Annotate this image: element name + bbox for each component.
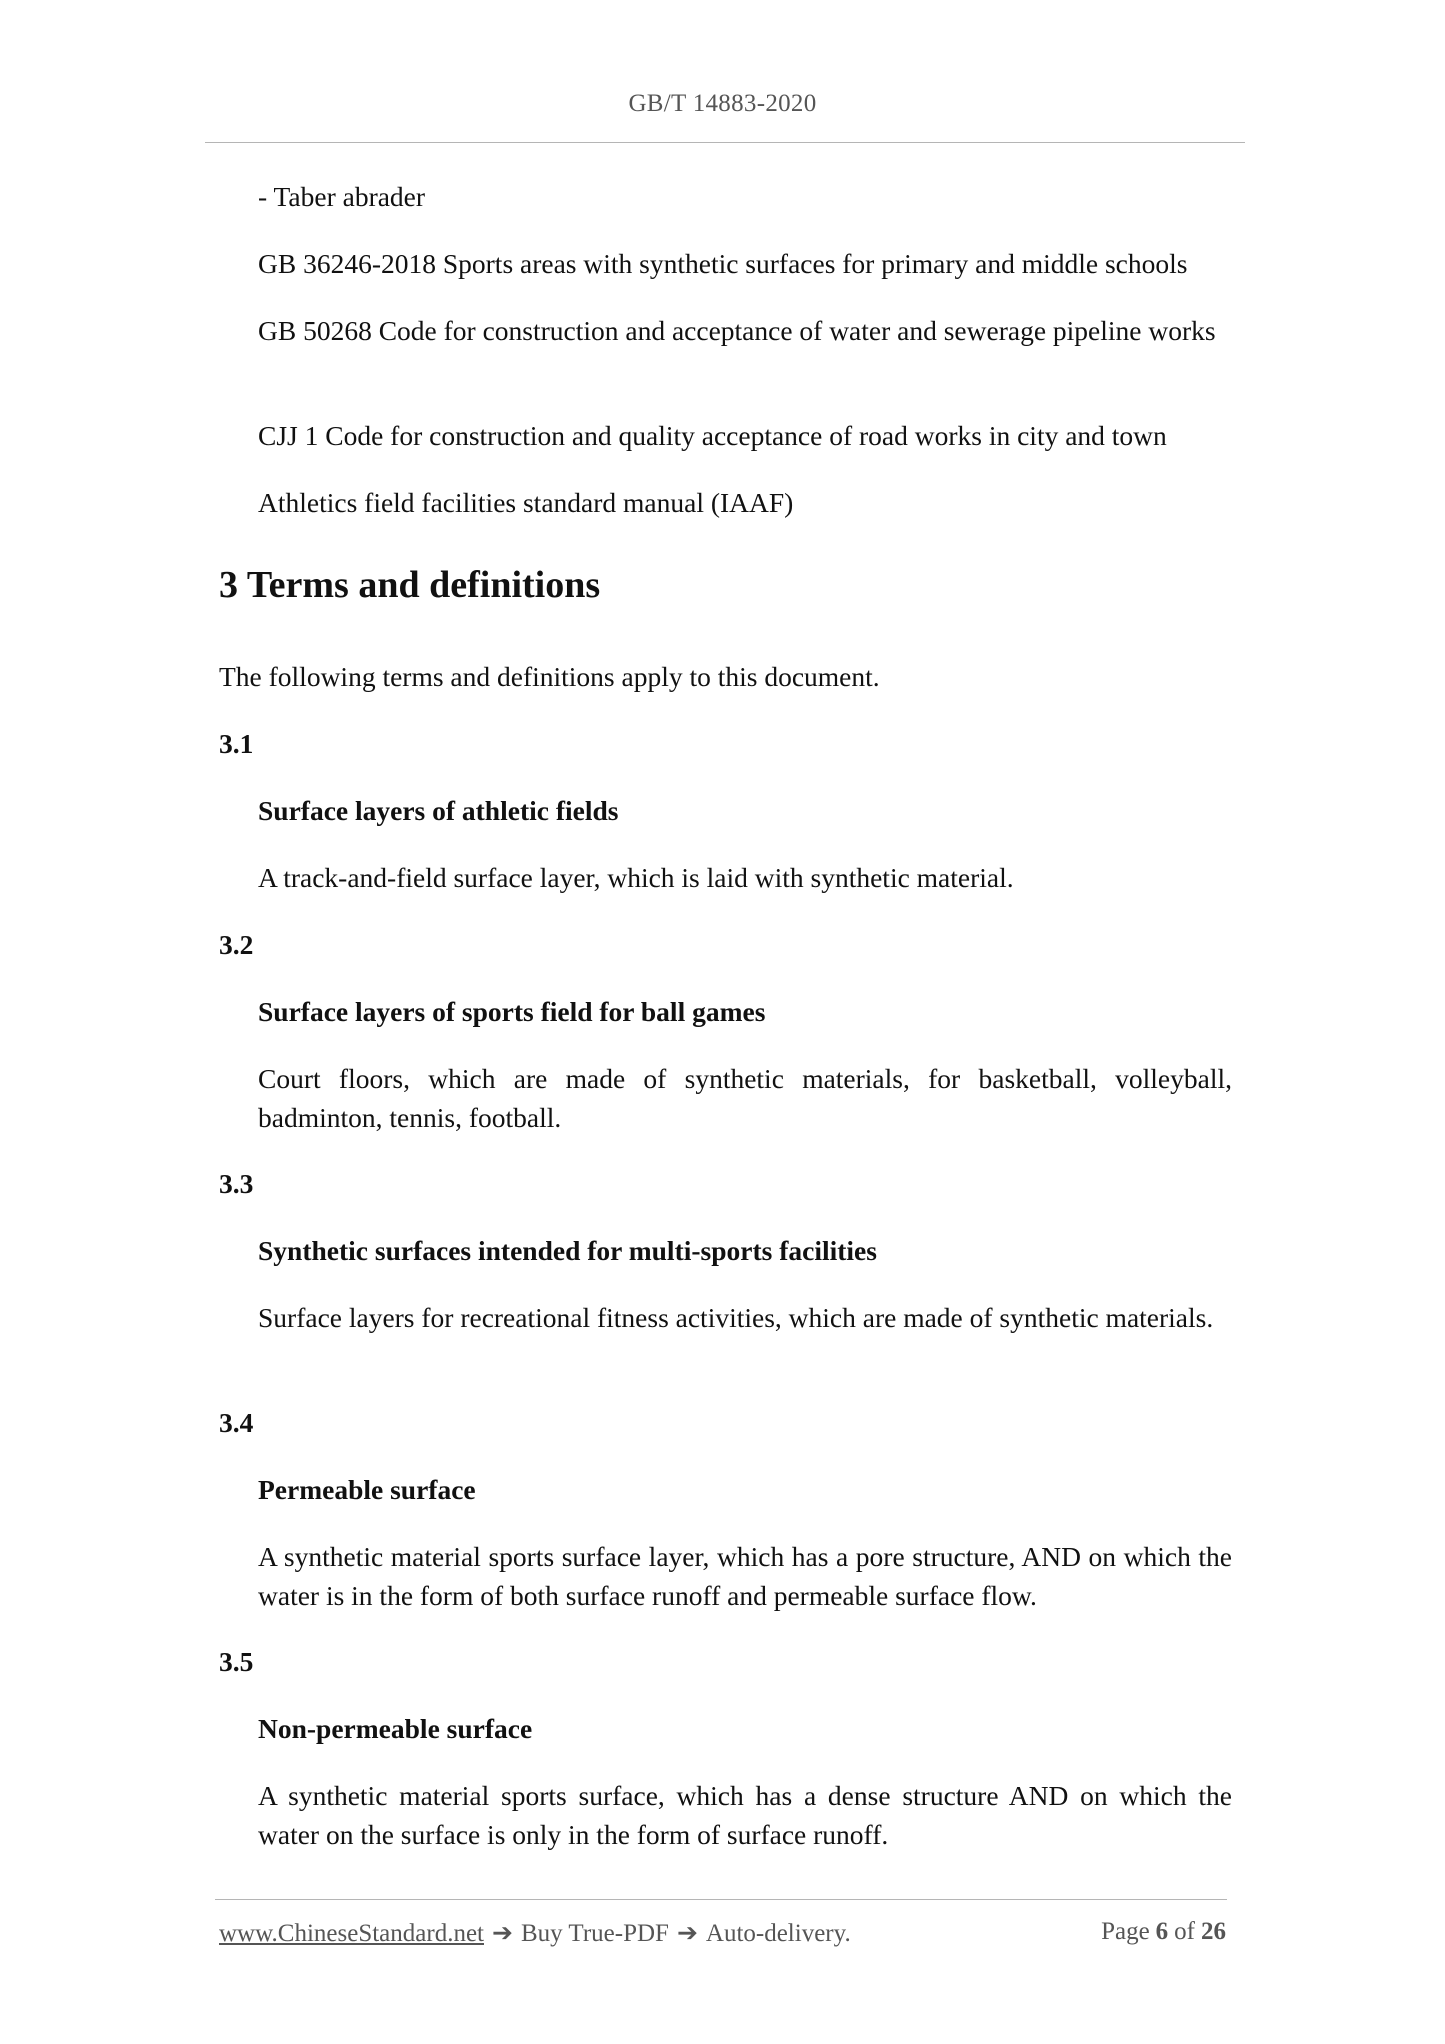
buy-text: Buy True-PDF — [520, 1920, 669, 1947]
arrow-right-icon: ➔ — [492, 1920, 513, 1947]
arrow-right-icon: ➔ — [676, 1920, 698, 1947]
delivery-text: Auto-delivery. — [705, 1920, 851, 1947]
footer-rule — [215, 1899, 1227, 1900]
term-number: 3.3 — [219, 1168, 254, 1199]
term-definition: Surface layers for recreational fitness activities, which are made of synthetic materials. — [258, 1302, 1214, 1333]
term-definition: A synthetic material sports surface layer, which has a pore structure, AND on which the water is in the form of both surface runoff and permeable surface flow. — [258, 1541, 1232, 1611]
term-definition: A synthetic material sports surface, which has a dense structure AND on which the water on the surface is only in the form of surface runoff. — [258, 1780, 1232, 1850]
header-rule — [205, 142, 1245, 143]
term-number: 3.4 — [219, 1407, 254, 1438]
running-header: GB/T 14883-2020 — [628, 90, 817, 117]
term-number: 3.5 — [219, 1646, 254, 1677]
page-of: of — [1174, 1918, 1195, 1945]
reference-item: CJJ 1 Code for construction and quality acceptance of road works in city and town — [258, 420, 1167, 451]
website-link[interactable]: www.ChineseStandard.net — [219, 1920, 484, 1947]
page-label: Page — [1101, 1918, 1150, 1945]
section-intro: The following terms and definitions apply to this document. — [219, 661, 880, 692]
page-indicator — [1101, 1918, 1232, 1946]
term-title: Permeable surface — [258, 1474, 476, 1505]
page-footer — [219, 1918, 1232, 1956]
term-number: 3.1 — [219, 728, 254, 759]
term-title: Surface layers of athletic fields — [258, 795, 619, 826]
term-number: 3.2 — [219, 929, 254, 960]
term-title: Non-permeable surface — [258, 1713, 533, 1744]
reference-item: GB 50268 Code for construction and acceptance of water and sewerage pipeline works — [258, 315, 1216, 346]
footer-promo — [219, 1918, 851, 1948]
term-definition: A track-and-field surface layer, which is laid with synthetic material. — [258, 862, 1014, 893]
reference-item: GB 36246-2018 Sports areas with synthetic surfaces for primary and middle schools — [258, 248, 1188, 279]
term-definition: Court floors, which are made of synthetic materials, for basketball, volleyball, badminton, tennis, football. — [258, 1063, 1232, 1133]
section-heading: 3 Terms and definitions — [219, 564, 601, 606]
page-current: 6 — [1155, 1918, 1169, 1945]
term-title: Surface layers of sports field for ball games — [258, 996, 766, 1027]
reference-item: - Taber abrader — [258, 181, 426, 212]
page-total: 26 — [1201, 1918, 1226, 1945]
reference-item: Athletics field facilities standard manual (IAAF) — [258, 487, 794, 518]
term-title: Synthetic surfaces intended for multi-sports facilities — [258, 1235, 877, 1266]
